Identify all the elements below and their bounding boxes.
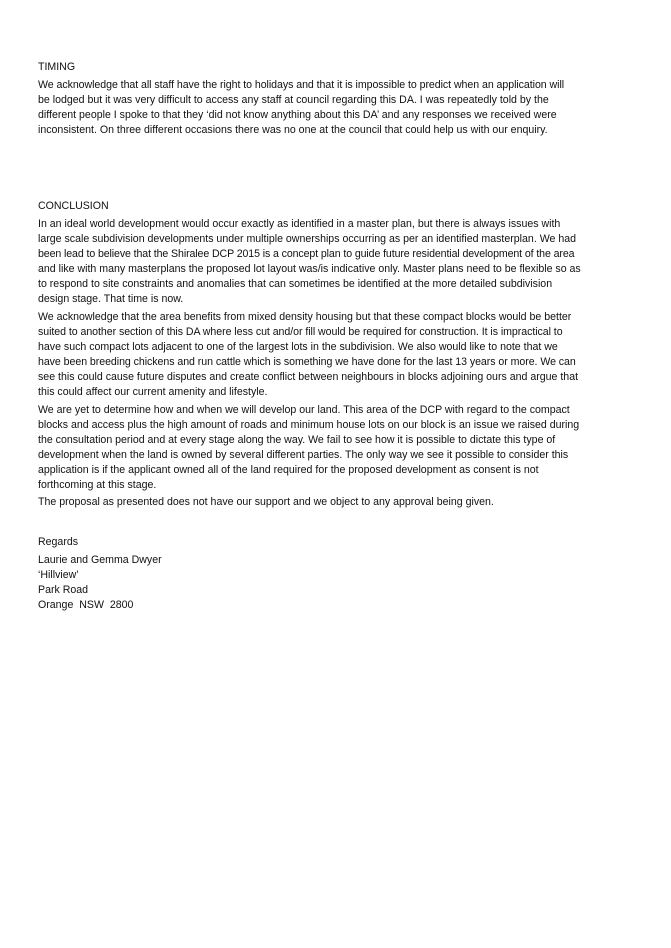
text-line: inconsistent. On three different occasions there was no one at the council that could help us with our enquiry. — [38, 124, 548, 137]
text-line: In an ideal world development would occur exactly as identified in a master plan, but there is always issues with — [38, 218, 561, 230]
text-line: this could affect our current amenity and lifestyle. — [38, 386, 268, 399]
text-line: suited to another section of this DA where less cut and/or fill would be required for construction. It is impractical to — [38, 326, 563, 339]
text-line: The proposal as presented does not have our support and we object to any approval being given. — [38, 496, 494, 508]
town-postcode: Orange NSW 2800 — [38, 599, 134, 612]
text-line: We are yet to determine how and when we will develop our land. This area of the DCP with regard to the compact — [38, 404, 570, 416]
text-line: have been breeding chickens and run cattle which is something we have done for the last 13 years or more. We can — [38, 356, 576, 369]
text-line: application is if the applicant owned all of the land required for the proposed development as consent is not — [38, 464, 539, 477]
text-line: to respond to site constraints and anomalies that can sometimes be identified at the more detailed subdivision — [38, 278, 553, 291]
text-line: been lead to believe that the Shiralee DCP 2015 is a concept plan to guide future residential development of the area — [38, 248, 575, 261]
text-line: and like with many masterplans the proposed lot layout was/is indicative only. Master plans need to be flexible so as — [38, 263, 581, 276]
conclusion-heading: CONCLUSION — [38, 200, 109, 212]
street-address: Park Road — [38, 584, 89, 597]
text-line: large scale subdivision developments under multiple ownerships occurring as per an identified masterplan. We had — [38, 233, 577, 246]
signatory-names: Laurie and Gemma Dwyer — [38, 554, 162, 566]
conclusion-paragraph-1 — [38, 217, 630, 308]
text-line: We acknowledge that all staff have the right to holidays and that it is impossible to predict when an application will — [38, 79, 565, 91]
text-line: the consultation period and at every stage along the way. We fail to see how it is possible to dictate this type of — [38, 434, 556, 447]
text-line: blocks and access plus the high amount of roads and minimum house lots on our block is an issue we raised during — [38, 419, 580, 432]
text-line: We acknowledge that the area benefits from mixed density housing but that these compact blocks would be better — [38, 311, 572, 323]
text-line: see this could cause future disputes and create conflict between neighbours in blocks adjoining ours and argue that — [38, 371, 579, 384]
timing-paragraph — [38, 78, 630, 138]
text-line: different people I spoke to that they ‘did not know anything about this DA’ and any responses we received were — [38, 109, 557, 122]
conclusion-paragraph-3 — [38, 403, 630, 494]
text-line: have such compact lots adjacent to one of the largest lots in the subdivision. We also would like to note that we — [38, 341, 558, 354]
regards-line: Regards — [38, 536, 79, 548]
text-line: design stage. That time is now. — [38, 293, 184, 306]
text-line: development when the land is owned by several different parties. The only way we see it possible to consider this — [38, 449, 569, 462]
text-line: forthcoming at this stage. — [38, 479, 157, 492]
signature-block — [38, 553, 162, 613]
property-name: ‘Hillview’ — [38, 569, 79, 582]
text-line: be lodged but it was very difficult to access any staff at council regarding this DA. I was repeatedly told by the — [38, 94, 549, 107]
conclusion-paragraph-2 — [38, 310, 630, 401]
conclusion-paragraph-4 — [38, 495, 630, 510]
timing-heading: TIMING — [38, 61, 76, 73]
